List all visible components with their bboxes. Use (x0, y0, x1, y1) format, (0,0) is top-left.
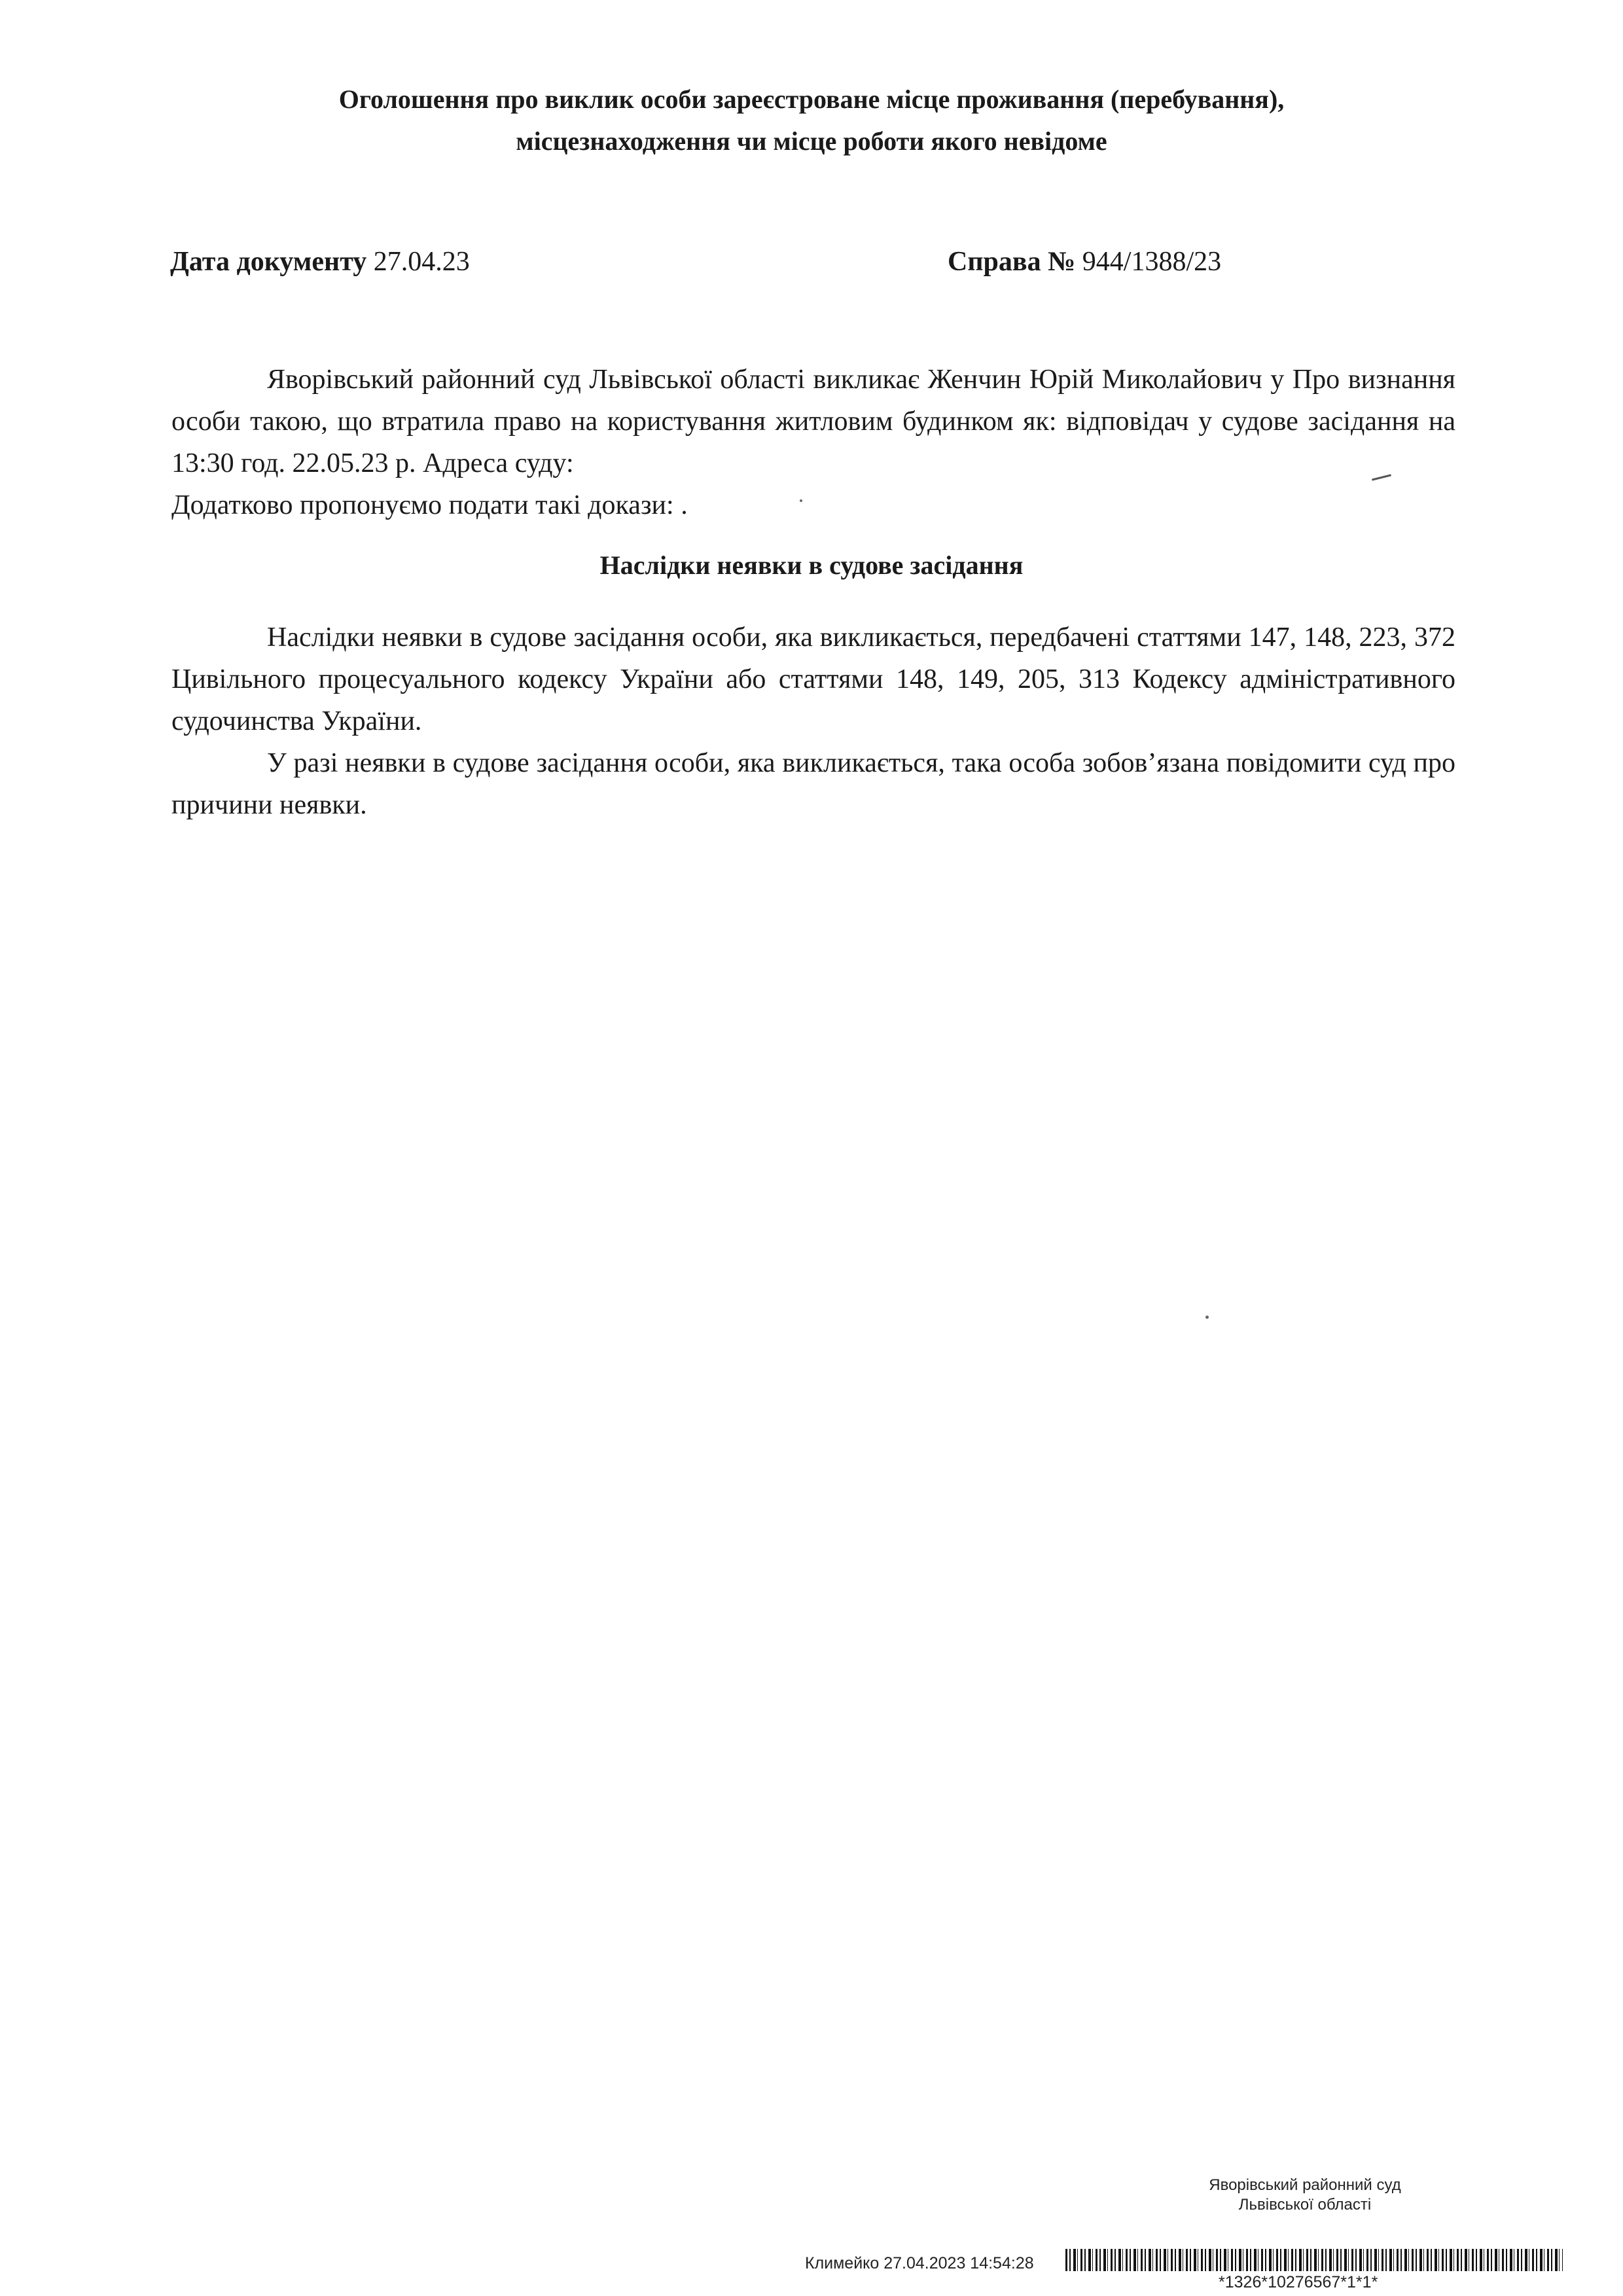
barcode (1065, 2249, 1563, 2271)
evidence-request-text: Додатково пропонуємо подати такі докази: . (171, 490, 688, 520)
court-name-line-1: Яворівський районний суд (1209, 2176, 1401, 2194)
section-heading: Наслідки неявки в судове засідання (599, 550, 1024, 580)
consequences-section (171, 617, 1455, 826)
court-stamp (1200, 2176, 1410, 2215)
consequences-paragraph: Наслідки неявки в судове засідання особи, яка викликається, передбачені статтями 147, 148, 223, 372 Цивільного процесуального кодексу України або статтями 148, 149, 205, 313 Кодексу адміністративного судочинства України. (171, 622, 1455, 736)
date-label: Дата документу (170, 247, 367, 277)
scan-speck (800, 499, 802, 502)
case-value: 944/1388/23 (1082, 247, 1222, 277)
document-title (170, 79, 1453, 162)
notification-paragraph: У разі неявки в судове засідання особи, яка викликається, така особа зобов’язана повідомити суд про причини неявки. (171, 748, 1455, 820)
barcode-code: *1326*10276567*1*1* (1219, 2273, 1378, 2291)
document-date (170, 242, 470, 281)
case-number (948, 242, 1221, 281)
case-label: Справа № (948, 247, 1076, 277)
title-line-2: місцезнаходження чи місце роботи якого невідоме (516, 126, 1107, 156)
scan-speck (1205, 1316, 1209, 1319)
summons-text: Яворівський районний суд Львівської області викликає Женчин Юрій Миколайович у Про визнання особи такою, що втратила право на користування житловим будинком як: відповідач у судове засідання на 13:30 год. 22.05.23 р. Адреса суду: (171, 365, 1455, 478)
title-line-1: Оголошення про виклик особи зареєстроване місце проживання (перебування), (338, 84, 1285, 114)
court-name-line-2: Львівської області (1238, 2196, 1372, 2214)
summons-paragraph (171, 359, 1455, 526)
date-value: 27.04.23 (373, 247, 470, 277)
clerk-timestamp: Климейко 27.04.2023 14:54:28 (805, 2254, 1034, 2272)
